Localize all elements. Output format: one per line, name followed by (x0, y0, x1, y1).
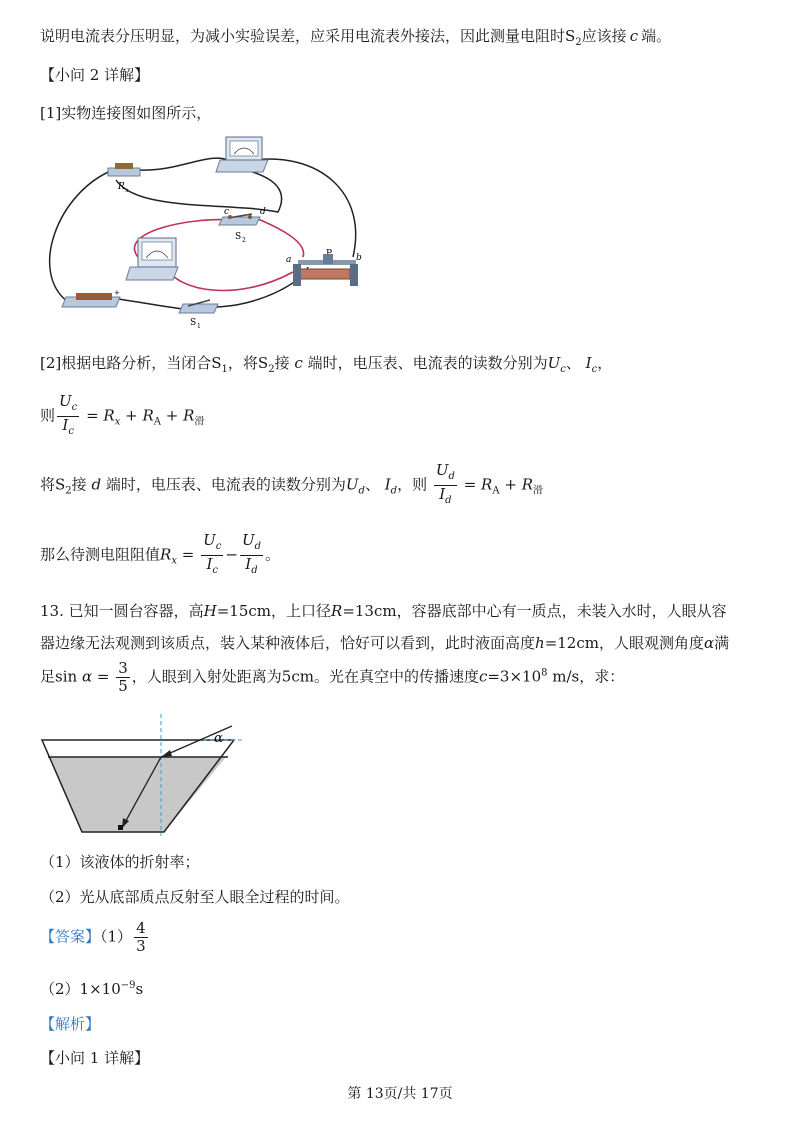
svg-text:α: α (214, 731, 223, 746)
item-1-text: [1]实物连接图如图所示， (40, 104, 212, 122)
switch-s2 (219, 207, 266, 244)
subquestion-2: （2）光从底部质点反射至人眼全过程的时间。 (40, 888, 350, 906)
svg-text:a: a (286, 255, 292, 265)
battery-icon (62, 289, 120, 307)
question-13-line-2: 器边缘无法观测到该质点，装入某种液体后，恰好可以看到，此时液面高度h=12cm，人眼观测角度α满 (40, 634, 730, 652)
heading-subquestion-1: 【小问 1 详解】 (40, 1049, 150, 1067)
svg-text:S: S (235, 232, 242, 242)
resistor-rx (108, 163, 140, 194)
equation-2: 将$S_2$接 d 端时，电压表、电流表的读数分别为$U_d$、 $I_d$，则 $\frac{U_d}{I_d}$ = $R_A + R_滑$ (40, 461, 544, 506)
container-figure (38, 712, 248, 837)
svg-text:+: + (114, 289, 120, 297)
svg-text:S: S (190, 318, 197, 328)
page-footer: 第 13页/共 17页 (347, 1086, 453, 1102)
question-13-line-1: 13. 已知一圆台容器，高H=15cm，上口径R=13cm，容器底部中心有一质点，未装入水时，人眼从容 (40, 602, 727, 620)
analysis-label: 【解析】 (40, 1015, 101, 1033)
item-2-text: [2]根据电路分析，当闭合$S_1$，将$S_2$接 c 端时，电压表、电流表的读数分别为$U_c$、 $I_c$， (40, 354, 613, 375)
ammeter-icon (216, 137, 268, 172)
text-line-conclusion: 说明电流表分压明显，为减小实验误差，应采用电流表外接法，因此测量电阻时$S_2$应该接 c 端。 (40, 27, 672, 48)
subquestion-1: （1）该液体的折射率； (40, 853, 200, 871)
svg-text:x: x (125, 187, 129, 194)
answer-line-1: 【答案】（1） $\frac{4}{3}$ (40, 919, 146, 955)
switch-s1 (179, 300, 218, 330)
question-13-line-3: 足sin α = $\frac{3}{5}$ ，人眼到入射处距离为5cm。光在真空中的传播速度$c=3\times 10^8$ m/s，求： (40, 659, 625, 695)
svg-text:b: b (356, 253, 362, 263)
svg-text:1: 1 (197, 323, 201, 330)
rheostat-icon (286, 249, 362, 286)
answer-line-2: $(2)1\times 10^{-9}s$ (40, 980, 144, 998)
voltmeter-icon (126, 238, 178, 280)
equation-3: 那么待测电阻阻值$R_x$ = $\frac{U_c}{I_c}$ − $\frac{U_d}{I_d}$ 。 (40, 531, 281, 576)
circuit-diagram (38, 132, 368, 337)
heading-subquestion-2: 【小问 2 详解】 (40, 66, 150, 84)
svg-text:R: R (118, 182, 125, 192)
svg-text:2: 2 (242, 237, 246, 244)
svg-text:c: c (224, 207, 230, 217)
svg-text:d: d (260, 207, 266, 217)
equation-1: 则 $\frac{U_c}{I_c}$ = $R_x + R_A + R_滑$ (40, 392, 205, 437)
